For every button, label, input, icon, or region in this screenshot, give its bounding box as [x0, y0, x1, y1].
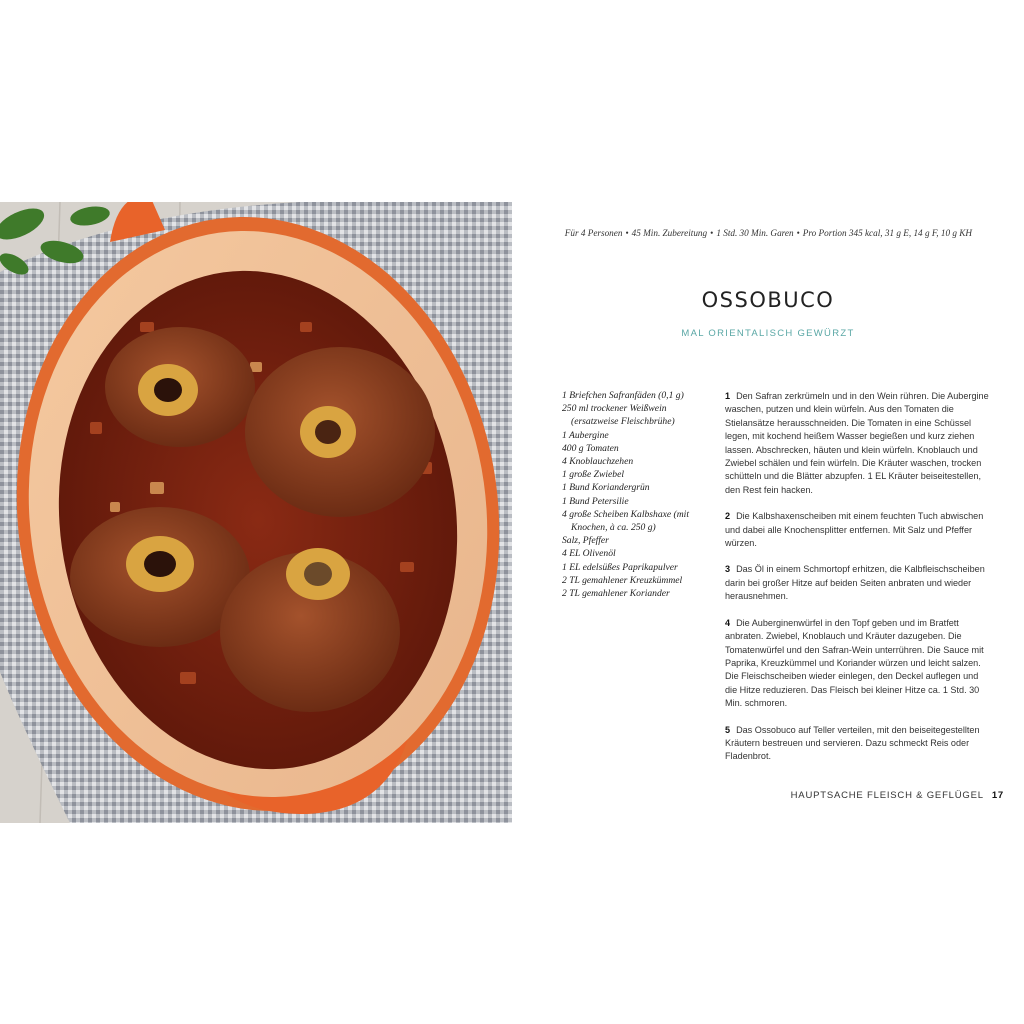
- section-name: HAUPTSACHE FLEISCH & GEFLÜGEL: [790, 790, 984, 801]
- meta-servings: Für 4 Personen: [564, 228, 623, 238]
- step-text: Die Auberginenwürfel in den Topf geben und im Bratfett anbraten. Zwiebel, Knoblauch und Kräuter dazugeben. Die Tomatenwürfel und den Safran-Wein unterrühren. Die Sauce mit Paprika, Kreuzkümmel und Koriander würzen und leicht salzen. Die Fleischscheiben wieder einlegen, den Deckel auflegen und die Hitze reduzieren. Das Fleisch bei kleiner Hitze ca. 1 Std. 30 Min. schmoren.: [725, 617, 984, 709]
- step-number: 5: [725, 724, 731, 735]
- ingredient-item: 1 große Zwiebel: [562, 469, 624, 481]
- ingredient-item: 250 ml trockener Weißwein (ersatzweise Fleischbrühe): [562, 403, 675, 428]
- step-text: Das Ossobuco auf Teller verteilen, mit den beiseitegestellten Kräutern bestreuen und servieren. Dazu schmeckt Reis oder Fladenbrot.: [725, 724, 980, 762]
- dish-photo: [0, 202, 512, 823]
- recipe-meta: Für 4 Personen • 45 Min. Zubereitung • 1 Std. 30 Min. Garen • Pro Portion 345 kcal, 31 g E, 14 g F, 10 g KH: [564, 228, 972, 238]
- ingredient-item: 1 Bund Koriandergrün: [562, 482, 650, 494]
- ingredient-item: 4 Knoblauchzehen: [562, 456, 634, 468]
- instruction-step: [725, 617, 991, 711]
- instruction-steps: [725, 390, 991, 777]
- page-footer: [791, 790, 1004, 801]
- ingredient-item: 4 EL Olivenöl: [562, 548, 616, 560]
- ossobuco-pot-illustration: [0, 202, 512, 823]
- step-number: 2: [725, 511, 731, 522]
- ingredient-list: [562, 389, 712, 600]
- step-text: Das Öl in einem Schmortopf erhitzen, die Kalbfleischscheiben darin bei großer Hitze auf beiden Seiten anbraten und wieder herausnehmen.: [725, 564, 985, 602]
- instruction-step: [725, 390, 991, 497]
- ingredient-item: 1 Bund Petersilie: [562, 495, 629, 507]
- ingredient-item: 1 Briefchen Safranfäden (0,1 g): [562, 390, 684, 401]
- ingredient-item: 1 EL edelsüßes Paprikapulver: [562, 561, 678, 573]
- meta-nutrition: Pro Portion 345 kcal, 31 g E, 14 g F, 10 g KH: [802, 228, 972, 238]
- recipe-subtitle: MAL ORIENTALISCH GEWÜRZT: [681, 328, 855, 339]
- ingredient-item: 4 große Scheiben Kalbshaxe (mit Knochen, à ca. 250 g): [562, 508, 689, 534]
- instruction-step: [725, 563, 991, 603]
- ingredient-item: 1 Aubergine: [562, 429, 609, 441]
- page-number: 17: [991, 790, 1004, 801]
- ingredient-item: 400 g Tomaten: [562, 442, 619, 454]
- instruction-step: [725, 724, 991, 764]
- step-number: 4: [725, 617, 731, 628]
- ingredient-item: 2 TL gemahlener Koriander: [562, 588, 670, 600]
- step-number: 1: [725, 391, 731, 401]
- book-spread: [0, 202, 1024, 823]
- ingredient-item: 2 TL gemahlener Kreuzkümmel: [562, 574, 683, 586]
- step-text: Den Safran zerkrümeln und in den Wein rühren. Die Aubergine waschen, putzen und klein würfeln. Aus den Tomaten die Stielansätze herausschneiden. Die Tomaten in eine Schüssel legen, mit kochend heißem Wasser begießen und kurz ziehen lassen. Abschrecken, häuten und klein würfeln. Knoblauch und Zwiebel schälen und fein würfeln. Die Kräuter waschen, trocken schütteln und die Blätter abzupfen. 1 EL Kräuter beiseitestellen, den Rest fein hacken.: [725, 391, 989, 495]
- ingredient-item: Salz, Pfeffer: [562, 535, 609, 547]
- recipe-page: [512, 202, 1024, 823]
- step-number: 3: [725, 564, 731, 575]
- meta-cook-time: 1 Std. 30 Min. Garen: [716, 228, 794, 238]
- meta-prep-time: 45 Min. Zubereitung: [631, 228, 708, 238]
- recipe-title: OSSOBUCO: [701, 288, 835, 312]
- instruction-step: [725, 510, 991, 550]
- step-text: Die Kalbshaxenscheiben mit einem feuchten Tuch abwischen und dabei alle Knochensplitter entfernen. Mit Salz und Pfeffer würzen.: [725, 511, 984, 549]
